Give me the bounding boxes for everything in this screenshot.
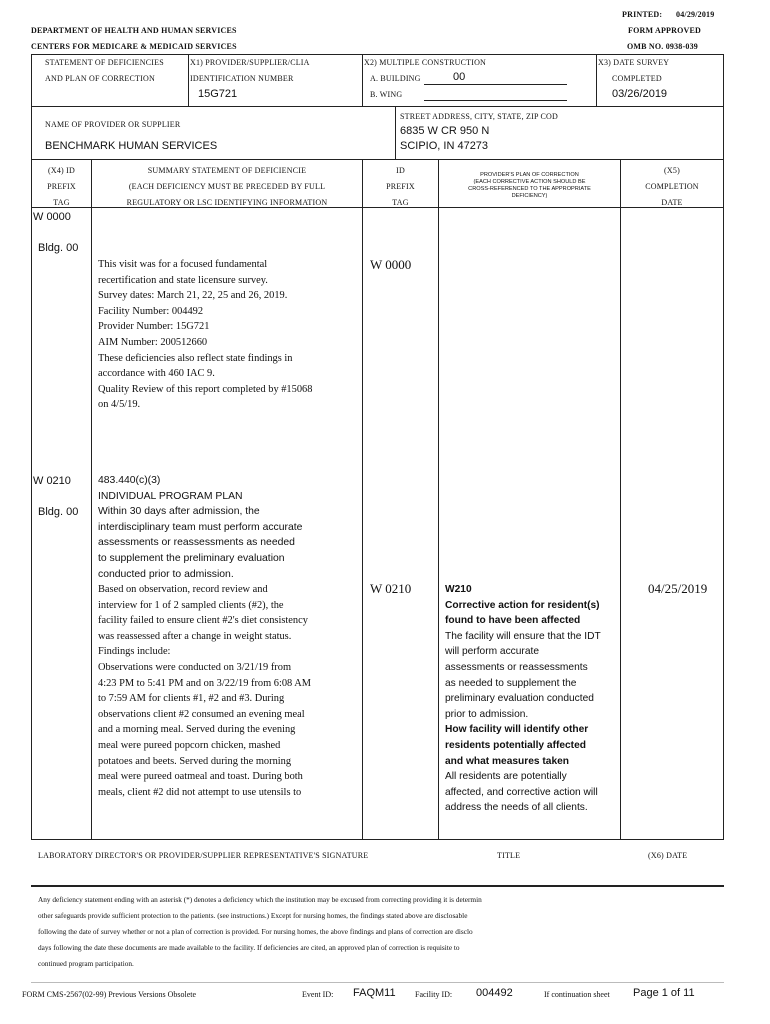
id-header-3: TAG <box>392 198 409 207</box>
plan-header-2: (EACH CORRECTIVE ACTION SHOULD BE <box>473 179 586 185</box>
tag-w0000: W 0000 <box>33 211 71 223</box>
summary-header-1: SUMMARY STATEMENT OF DEFICIENCIE <box>147 166 307 175</box>
director-signature-label: LABORATORY DIRECTOR'S OR PROVIDER/SUPPLIER REPRESENTATIVE'S SIGNATURE <box>38 851 369 860</box>
summary-p5-l3: facility failed to ensure client #2's diet consistency <box>98 615 308 627</box>
x4-header-2: PREFIX <box>47 182 76 191</box>
summary-p7-l8: meal were pureed oatmeal and toast. During both <box>98 771 303 783</box>
building-label: A. BUILDING <box>370 74 421 83</box>
plan-text1-l2: will perform accurate <box>445 646 539 658</box>
table-divider-summary <box>362 160 363 840</box>
summary-p5-l4: was reassessed after a change in weight status. <box>98 630 292 642</box>
bldg-2: Bldg. 00 <box>38 506 79 518</box>
provider-row-left-border <box>31 106 32 160</box>
deficiency-notice <box>38 892 720 972</box>
summary-p7-l4: observations client #2 consumed an evening meal <box>98 708 305 720</box>
provider-id-label-1: X1) PROVIDER/SUPPLIER/CLIA <box>190 58 310 67</box>
provider-row-right-border <box>723 106 724 160</box>
header-top-border <box>31 54 724 55</box>
summary-w0210 <box>98 582 360 800</box>
plan-header-3: CROSS-REFERENCED TO THE APPROPRIATE <box>468 186 591 192</box>
provider-name-label: NAME OF PROVIDER OR SUPPLIER <box>45 120 181 129</box>
summary-p5-l2: interview for 1 of 2 sampled clients (#2), the <box>98 599 284 611</box>
building-value: 00 <box>453 71 466 83</box>
summary-p7-l2: 4:23 PM to 5:41 PM and on 3/22/19 from 6:08 AM <box>98 677 312 689</box>
facility-id-value: 004492 <box>476 987 513 999</box>
x4-header-3: TAG <box>53 198 70 207</box>
summary-p7-l3: to 7:59 AM for clients #1, #2 and #3. During <box>98 693 285 705</box>
summary-p7-l1: Observations were conducted on 3/21/19 from <box>98 661 292 673</box>
header-bottom-border <box>31 106 724 107</box>
event-id-value: FAQM11 <box>353 987 396 999</box>
address-line1: 6835 W CR 950 N <box>400 125 490 137</box>
agency-line1: DEPARTMENT OF HEALTH AND HUMAN SERVICES <box>31 26 237 35</box>
regulation-text <box>98 473 360 582</box>
summary-p3-l3: AIM Number: 200512660 <box>98 336 208 348</box>
notice-l3: following the date of survey whether or not a plan of correction is provided. For nursing homes, the above findings and plans of correction are disclo <box>38 927 473 936</box>
statement-label-1: STATEMENT OF DEFICIENCIES <box>45 58 164 67</box>
wing-underline <box>424 100 567 101</box>
reg-l5: assessments or reassessments as needed <box>98 537 295 549</box>
id-tag-w0210: W 0210 <box>370 581 412 596</box>
notice-l1: Any deficiency statement ending with an asterisk (*) denotes a deficiency which the institution may be excused from correcting providing it is determin <box>38 895 482 904</box>
summary-p5-l1: Based on observation, record review and <box>98 584 268 595</box>
statement-label-2: AND PLAN OF CORRECTION <box>45 74 155 83</box>
table-bottom-border <box>31 839 724 840</box>
plan-bold2-l3: and what measures taken <box>445 755 569 767</box>
summary-header-3: REGULATORY OR LSC IDENTIFYING INFORMATION <box>126 198 328 207</box>
tag-w0210: W 0210 <box>33 475 71 487</box>
header-right-border <box>723 54 724 107</box>
facility-id-label: Facility ID: <box>415 990 453 999</box>
date-survey-label-2: COMPLETED <box>612 74 662 83</box>
summary-p3-l1: Facility Number: 004492 <box>98 305 204 317</box>
plan-bold2-l1: How facility will identify other <box>445 724 589 736</box>
address-line2: SCIPIO, IN 47273 <box>400 140 489 152</box>
plan-bold1-l3: found to have been affected <box>445 615 581 627</box>
omb-number: OMB NO. 0938-039 <box>627 42 698 51</box>
summary-p7-l6: meal were pureed popcorn chicken, mashed <box>98 739 281 751</box>
x5-header-3: DATE <box>661 198 683 207</box>
title-label: TITLE <box>497 851 521 860</box>
summary-p7-l5: and a morning meal. Served during the evening <box>98 724 296 736</box>
signature-rule <box>31 885 724 887</box>
table-right-border <box>723 160 724 840</box>
address-label: STREET ADDRESS, CITY, STATE, ZIP COD <box>400 112 558 121</box>
plan-text1-l5: preliminary evaluation conducted <box>445 693 594 705</box>
header-divider-1 <box>188 54 189 107</box>
summary-p4-l2: accordance with 460 IAC 9. <box>98 368 215 380</box>
summary-p4-l3: Quality Review of this report completed by #15068 <box>98 383 313 395</box>
summary-p4-l1: These deficiencies also reflect state findings in <box>98 352 293 364</box>
form-number: FORM CMS-2567(02-99) Previous Versions Obsolete <box>22 990 197 999</box>
notice-l2: other safeguards provide sufficient protection to the patients. (see instructions.) Except for nursing homes, the findings stated above are disclosable <box>38 911 468 920</box>
printed-label: PRINTED: <box>622 10 663 19</box>
notice-l5: continued program participation. <box>38 959 134 968</box>
plan-of-correction <box>445 582 619 816</box>
plan-bold1-l1: W210 <box>445 584 472 595</box>
id-header-2: PREFIX <box>386 182 415 191</box>
plan-header-4: DEFICIENCY) <box>511 193 548 199</box>
x5-header-2: COMPLETION <box>645 182 699 191</box>
notice-l4: days following the date these documents are made available to the facility. If deficiencies are cited, an approved plan of correction is requisite to <box>38 943 460 952</box>
event-id-label: Event ID: <box>302 990 334 999</box>
plan-text2-l2: affected, and corrective action will <box>445 786 598 798</box>
plan-bold1-l2: Corrective action for resident(s) <box>445 599 600 611</box>
plan-header <box>439 172 620 200</box>
table-divider-id <box>438 160 439 840</box>
printed-date: 04/29/2019 <box>676 10 715 19</box>
plan-header-1: PROVIDER'S PLAN OF CORRECTION <box>480 172 579 178</box>
agency-line2: CENTERS FOR MEDICARE & MEDICAID SERVICES <box>31 42 237 51</box>
x5-header-1: (X5) <box>664 166 680 175</box>
multiple-construction-label: X2) MULTIPLE CONSTRUCTION <box>364 58 487 67</box>
form-approved: FORM APPROVED <box>628 26 702 35</box>
table-divider-plan <box>620 160 621 840</box>
plan-text1-l1: The facility will ensure that the IDT <box>445 630 601 642</box>
x6-date-label: (X6) DATE <box>648 851 688 860</box>
header-left-border <box>31 54 32 107</box>
summary-p4-l4: on 4/5/19. <box>98 399 141 411</box>
provider-name-value: BENCHMARK HUMAN SERVICES <box>45 140 218 152</box>
continuation-label: If continuation sheet <box>544 990 610 999</box>
id-tag-w0000: W 0000 <box>370 257 412 272</box>
plan-text2-l1: All residents are potentially <box>445 771 567 783</box>
summary-p7-l9: meals, client #2 did not attempt to use utensils to <box>98 786 302 798</box>
provider-id-value: 15G721 <box>198 88 238 100</box>
reg-l7: conducted prior to admission. <box>98 568 234 580</box>
date-survey-value: 03/26/2019 <box>612 88 668 100</box>
reg-l3: Within 30 days after admission, the <box>98 506 260 518</box>
building-underline <box>424 84 567 85</box>
summary-p7-l7: potatoes and beets. Served during the morning <box>98 755 292 767</box>
x4-header-1: (X4) ID <box>48 166 75 175</box>
summary-header-2: (EACH DEFICIENCY MUST BE PRECEDED BY FULL <box>128 182 326 191</box>
date-survey-label-1: X3) DATE SURVEY <box>598 58 670 67</box>
table-divider-x4 <box>91 160 92 840</box>
reg-l6: to supplement the preliminary evaluation <box>98 552 285 564</box>
column-header-bottom-border <box>31 207 724 208</box>
header-divider-3 <box>596 54 597 107</box>
plan-text1-l6: prior to admission. <box>445 708 529 720</box>
summary-p1-l2: recertification and state licensure survey. <box>98 274 268 286</box>
plan-text2-l3: address the needs of all clients. <box>445 802 588 814</box>
reg-l1: 483.440(c)(3) <box>98 475 161 486</box>
summary-p1-l1: This visit was for a focused fundamental <box>98 259 268 270</box>
summary-p2-l1: Survey dates: March 21, 22, 25 and 26, 2019. <box>98 290 288 302</box>
footer-rule <box>31 982 724 983</box>
plan-text1-l3: assessments or reassessments <box>445 661 588 673</box>
reg-l2: INDIVIDUAL PROGRAM PLAN <box>98 490 243 502</box>
header-divider-2 <box>362 54 363 107</box>
provider-id-label-2: IDENTIFICATION NUMBER <box>190 74 294 83</box>
bldg-1: Bldg. 00 <box>38 242 79 254</box>
provider-row-divider <box>395 106 396 160</box>
completion-date: 04/25/2019 <box>648 581 708 596</box>
summary-p3-l2: Provider Number: 15G721 <box>98 321 210 333</box>
wing-label: B. WING <box>370 90 403 99</box>
id-header-1: ID <box>396 166 405 175</box>
reg-l4: interdisciplinary team must perform accurate <box>98 521 303 533</box>
summary-w0000 <box>98 257 360 413</box>
summary-p6-l1: Findings include: <box>98 646 171 658</box>
page-number: Page 1 of 11 <box>633 987 695 999</box>
plan-text1-l4: as needed to supplement the <box>445 677 577 689</box>
table-left-border <box>31 160 32 840</box>
plan-bold2-l2: residents potentially affected <box>445 739 586 751</box>
